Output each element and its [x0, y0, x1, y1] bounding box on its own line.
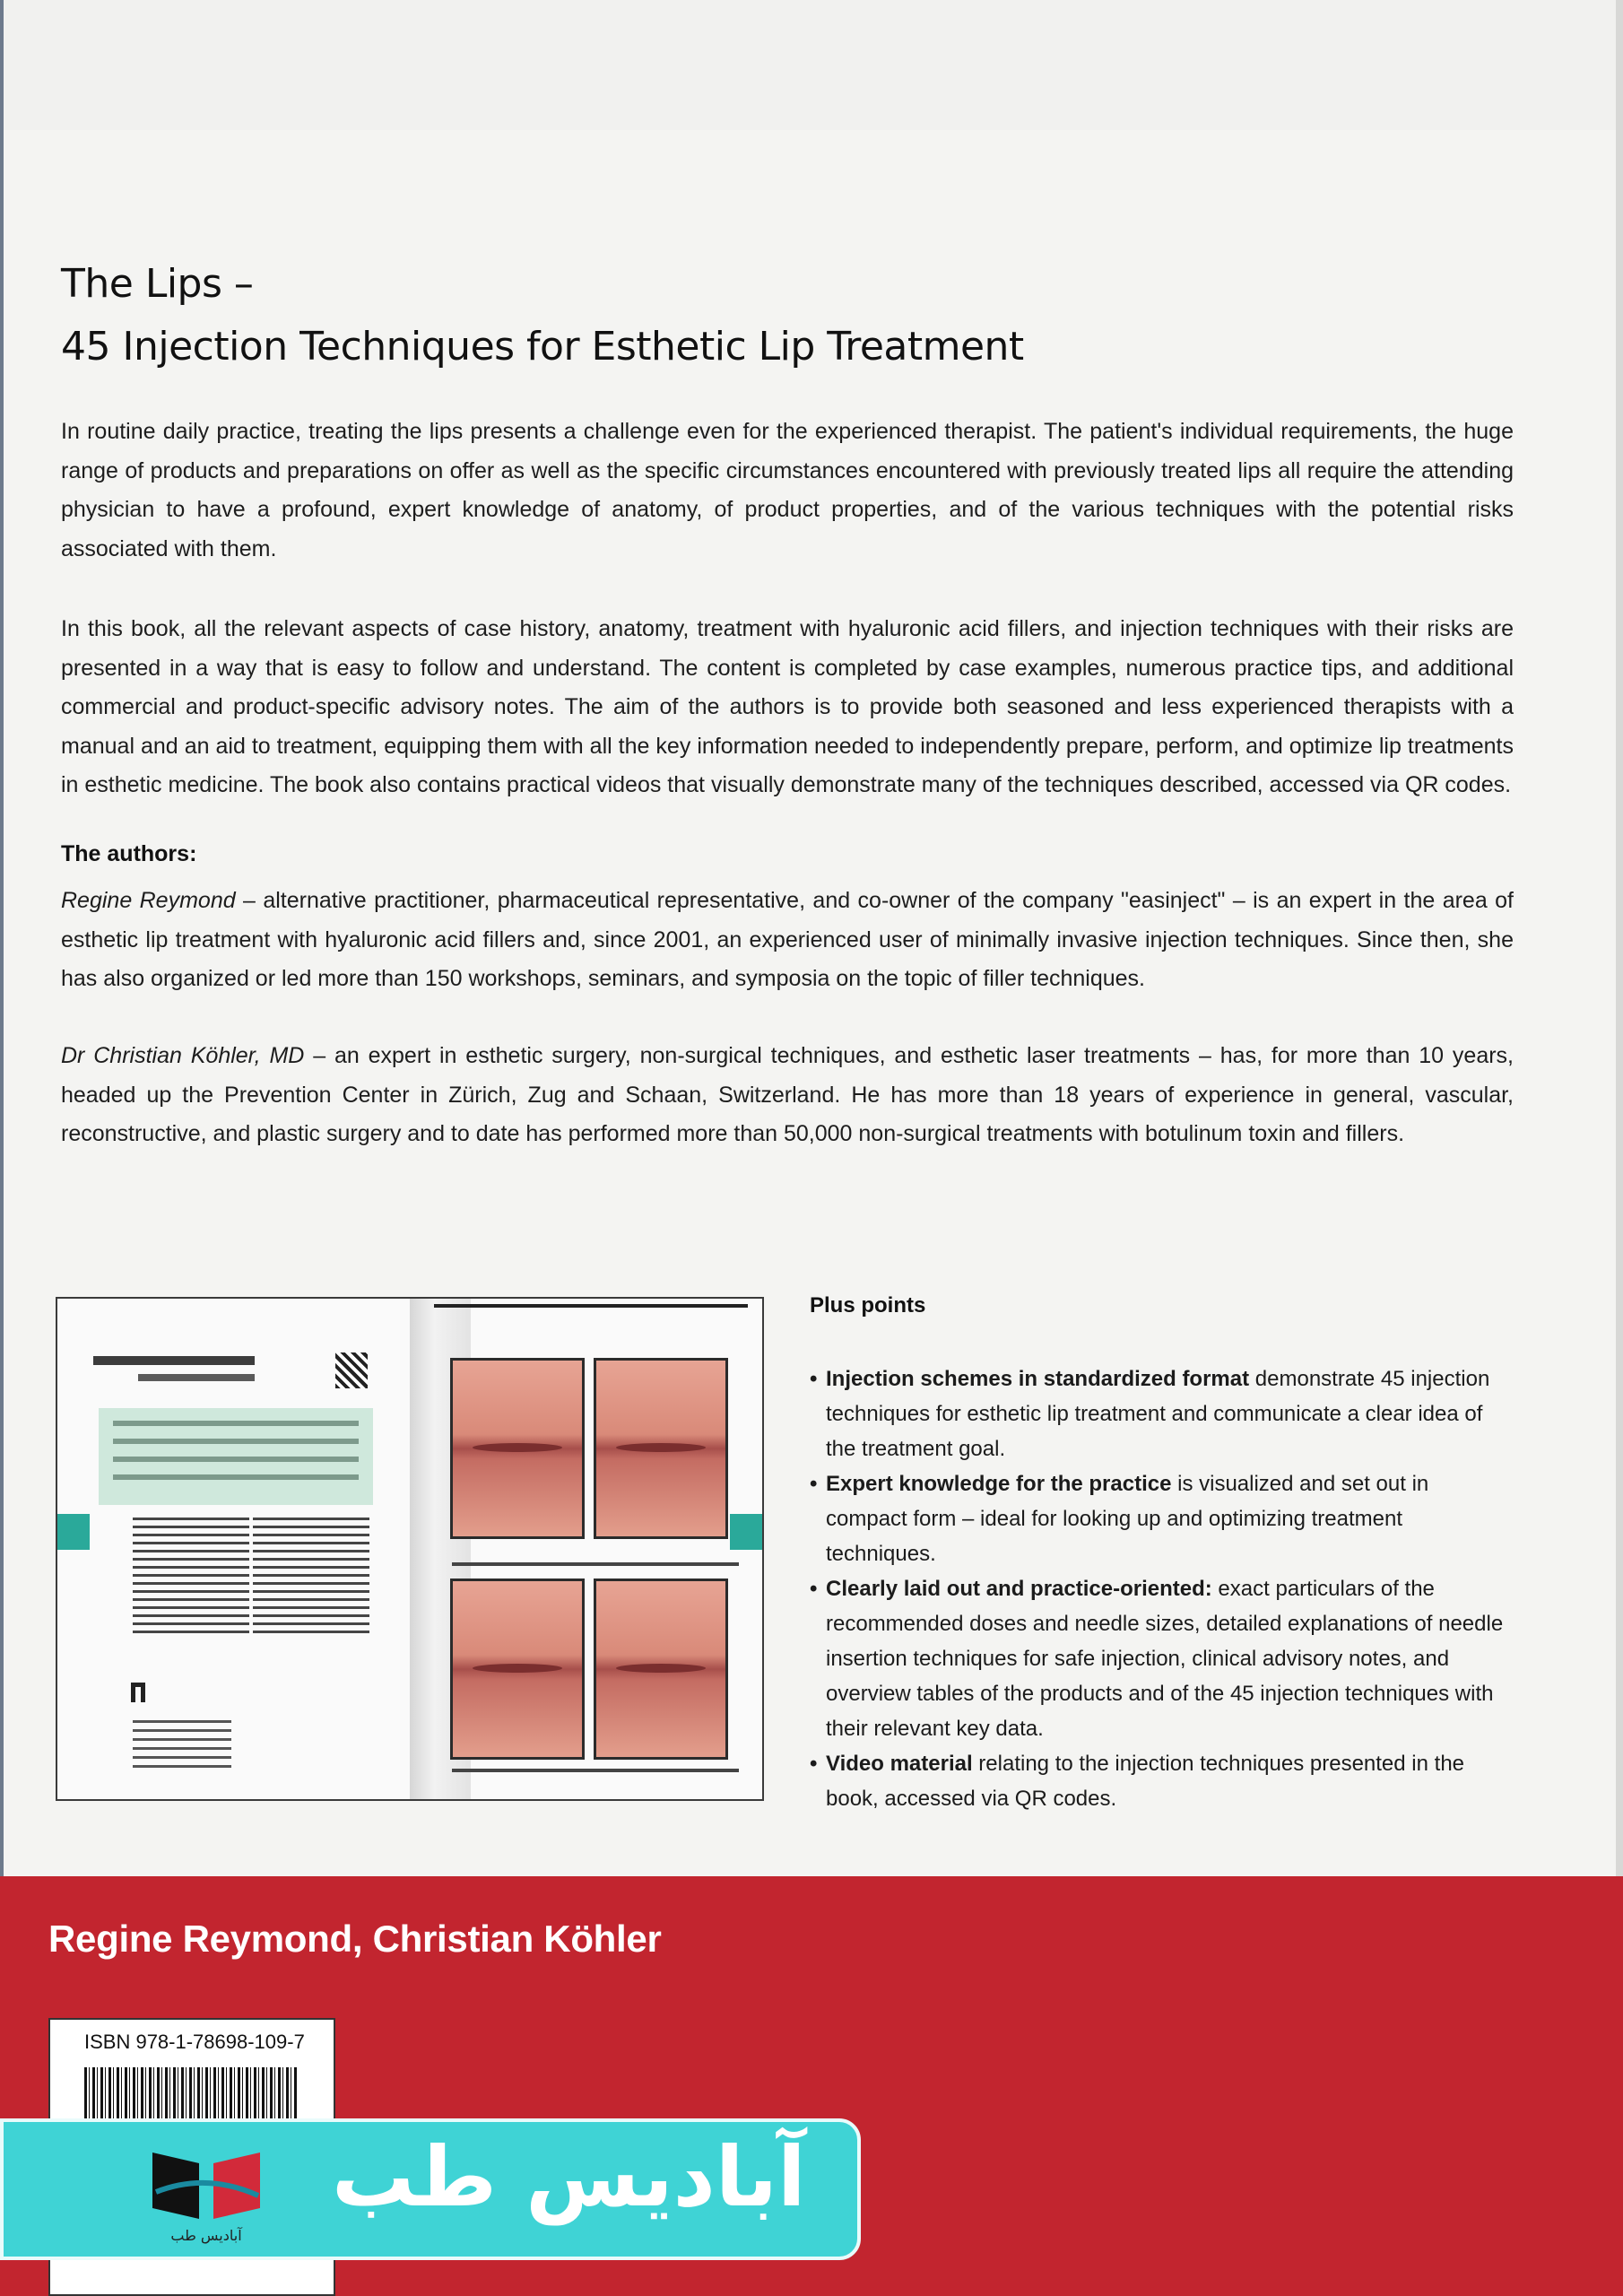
plus-point-text: exact particulars of the recommended doses and needle sizes, detailed explanations of needle insertion techniques for safe injection, clinical advisory notes, and overview tables of the products and of the 45 injection techniques with their relevant key data. — [826, 1577, 1504, 1741]
plus-point-bold: Video material — [826, 1752, 973, 1776]
plus-point-item — [810, 1746, 1509, 1816]
plus-point-text: demonstrate 45 injection techniques for esthetic lip treatment and communicate a clear idea of the treatment goal. — [826, 1367, 1490, 1461]
author-bio-2 — [61, 1037, 1514, 1154]
plus-point-text: is visualized and set out in compact form – ideal for looking up and optimizing treatment techniques. — [826, 1472, 1429, 1566]
intro-paragraph-1: In routine daily practice, treating the lips presents a challenge even for the experienced therapist. The patient's individual requirements, the huge range of products and preparations on offer as well as the specific circumstances encountered with previously treated lips all require the attending physician to have a profound, expert knowledge of anatomy, of product properties, and of the various techniques with the potential risks associated with them. — [61, 419, 1514, 561]
preview-caption-rule-2 — [452, 1769, 739, 1772]
author-name-1: Regine Reymond — [61, 888, 236, 913]
top-margin — [0, 0, 1623, 130]
author-names: Regine Reymond, Christian Köhler — [48, 1918, 662, 1960]
preview-subheading — [138, 1374, 255, 1381]
lip-photo-1 — [450, 1358, 585, 1539]
plus-point-item — [810, 1571, 1509, 1746]
preview-top-rule — [434, 1304, 748, 1308]
preview-highlight-box — [99, 1408, 373, 1505]
plus-point-text: relating to the injection techniques presented in the book, accessed via QR codes. — [826, 1752, 1465, 1811]
author-name-2: Dr Christian Köhler, MD — [61, 1043, 305, 1068]
author-bio-1-text: – alternative practitioner, pharmaceutical representative, and co-owner of the company "easinject" – is an expert in the area of esthetic lip treatment with hyaluronic acid fillers and, since 2001, an experienced user of minimally invasive injection techniques. Since then, she has also organized or led more than 150 workshops, seminars, and symposia on the topic of filler techniques. — [61, 888, 1514, 991]
preview-text-column-2 — [253, 1518, 369, 1634]
qr-code-icon — [335, 1352, 368, 1388]
barcode — [84, 2067, 298, 2121]
lip-photo-4 — [594, 1578, 728, 1760]
plus-point-item — [810, 1466, 1509, 1571]
plus-points-heading: Plus points — [810, 1293, 926, 1318]
preview-text-column-1 — [133, 1518, 249, 1634]
plus-point-bold: Injection schemes in standardized format — [826, 1367, 1250, 1391]
logo-caption: آبادیس طب — [170, 2227, 242, 2244]
preview-heading — [93, 1356, 255, 1365]
isbn-number: ISBN 978-1-78698-109-7 — [84, 2031, 305, 2053]
plus-point-item — [810, 1361, 1509, 1466]
title-line-1: The Lips – — [61, 261, 254, 307]
book-title — [61, 253, 1316, 378]
watermark-text: آبادیس طب — [332, 2129, 806, 2225]
book-spread-preview — [56, 1297, 764, 1801]
preview-caption-rule-1 — [452, 1562, 739, 1566]
chapter-tab-left — [57, 1514, 90, 1550]
plus-points-list — [810, 1361, 1509, 1816]
lip-photo-2 — [594, 1358, 728, 1539]
lip-photo-3 — [450, 1578, 585, 1760]
plus-point-bold: Clearly laid out and practice-oriented: — [826, 1577, 1212, 1601]
intro-paragraph-2: In this book, all the relevant aspects of case history, anatomy, treatment with hyaluronic acid fillers, and injection techniques with their risks are presented in a way that is easy to follow and understand. The content is completed by case examples, numerous practice tips, and additional commercial and product-specific advisory notes. The aim of the authors is to provide both seasoned and less experienced therapists with a manual and an aid to treatment, equipping them with all the key information needed to independently prepare, perform, and optimize lip treatments in esthetic medicine. The book also contains practical videos that visually demonstrate many of the techniques described, accessed via QR codes. — [61, 616, 1514, 797]
chapter-tab-right — [730, 1514, 762, 1550]
author-bio-1 — [61, 882, 1514, 999]
plus-point-bold: Expert knowledge for the practice — [826, 1472, 1172, 1496]
author-bio-2-text: – an expert in esthetic surgery, non-surgical techniques, and esthetic laser treatments – has, for more than 10 years, headed up the Prevention Center in Zürich, Zug and Schaan, Switzerland. He has more than 18 years of experience in general, vascular, reconstructive, and plastic surgery and to date has performed more than 50,000 non-surgical treatments with botulinum toxin and fillers. — [61, 1043, 1514, 1146]
preview-footnote-lines — [133, 1720, 231, 1774]
preview-logo-icon — [131, 1683, 145, 1702]
book-logo-icon — [143, 2136, 269, 2244]
authors-heading: The authors: — [61, 841, 197, 866]
title-line-2: 45 Injection Techniques for Esthetic Lip Treatment — [61, 324, 1024, 370]
